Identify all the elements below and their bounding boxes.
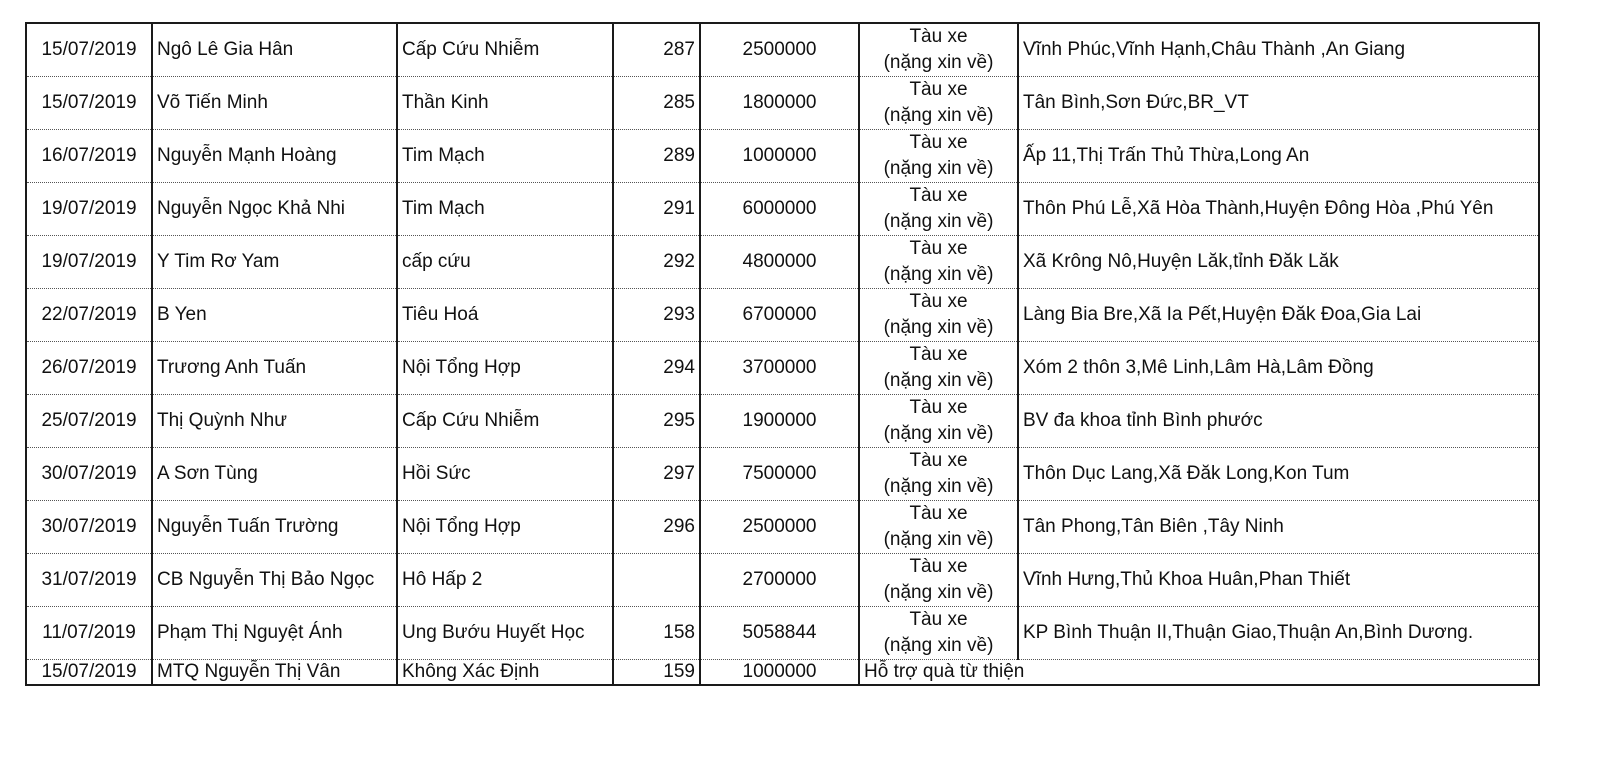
cell-name[interactable]: A Sơn Tùng bbox=[152, 448, 397, 501]
cell-date[interactable]: 15/07/2019 bbox=[26, 77, 152, 130]
cell-code[interactable]: 289 bbox=[613, 130, 700, 183]
cell-address[interactable]: BV đa khoa tỉnh Bình phước bbox=[1018, 395, 1539, 448]
support-line-2: (nặng xin về) bbox=[883, 529, 994, 550]
cell-address[interactable]: Ấp 11,Thị Trấn Thủ Thừa,Long An bbox=[1018, 130, 1539, 183]
support-line-1: Tàu xe bbox=[909, 609, 968, 630]
cell-department[interactable]: Ung Bướu Huyết Học bbox=[397, 607, 613, 660]
cell-support[interactable] bbox=[859, 77, 1018, 130]
support-line-1: Tàu xe bbox=[909, 26, 968, 47]
cell-name[interactable]: Y Tim Rơ Yam bbox=[152, 236, 397, 289]
table-row bbox=[26, 130, 1539, 183]
cell-date[interactable]: 16/07/2019 bbox=[26, 130, 152, 183]
cell-amount[interactable]: 7500000 bbox=[700, 448, 859, 501]
support-line-2: (nặng xin về) bbox=[883, 52, 994, 73]
cell-name[interactable]: Phạm Thị Nguyệt Ánh bbox=[152, 607, 397, 660]
cell-department[interactable]: Tim Mạch bbox=[397, 183, 613, 236]
cell-support[interactable] bbox=[859, 289, 1018, 342]
table-row bbox=[26, 501, 1539, 554]
cell-name[interactable]: Nguyễn Tuấn Trường bbox=[152, 501, 397, 554]
cell-code[interactable]: 296 bbox=[613, 501, 700, 554]
support-line-2: (nặng xin về) bbox=[883, 211, 994, 232]
cell-code[interactable]: 295 bbox=[613, 395, 700, 448]
cell-name[interactable]: Nguyễn Ngọc Khả Nhi bbox=[152, 183, 397, 236]
cell-department[interactable]: Hồi Sức bbox=[397, 448, 613, 501]
table-row bbox=[26, 448, 1539, 501]
cell-name[interactable]: Ngô Lê Gia Hân bbox=[152, 23, 397, 77]
cell-date[interactable]: 30/07/2019 bbox=[26, 448, 152, 501]
cell-support[interactable] bbox=[859, 236, 1018, 289]
support-line-2: (nặng xin về) bbox=[883, 582, 994, 603]
cell-code[interactable]: 159 bbox=[613, 660, 700, 686]
cell-department[interactable]: Nội Tổng Hợp bbox=[397, 501, 613, 554]
cell-code[interactable]: 287 bbox=[613, 23, 700, 77]
support-line-2: (nặng xin về) bbox=[883, 317, 994, 338]
cell-date[interactable]: 30/07/2019 bbox=[26, 501, 152, 554]
cell-support[interactable] bbox=[859, 23, 1018, 77]
table-row bbox=[26, 236, 1539, 289]
cell-code[interactable]: 294 bbox=[613, 342, 700, 395]
cell-address[interactable]: Xã Krông Nô,Huyện Lăk,tỉnh Đăk Lăk bbox=[1018, 236, 1539, 289]
cell-date[interactable]: 22/07/2019 bbox=[26, 289, 152, 342]
cell-address[interactable]: Vĩnh Phúc,Vĩnh Hạnh,Châu Thành ,An Giang bbox=[1018, 23, 1539, 77]
cell-amount[interactable]: 2700000 bbox=[700, 554, 859, 607]
cell-amount[interactable]: 4800000 bbox=[700, 236, 859, 289]
cell-department[interactable]: Tim Mạch bbox=[397, 130, 613, 183]
cell-date[interactable]: 26/07/2019 bbox=[26, 342, 152, 395]
support-line-2: (nặng xin về) bbox=[883, 423, 994, 444]
support-line-2: (nặng xin về) bbox=[883, 635, 994, 656]
cell-date[interactable]: 15/07/2019 bbox=[26, 23, 152, 77]
support-records-table bbox=[25, 22, 1540, 686]
cell-address[interactable]: Làng Bia Bre,Xã Ia Pết,Huyện Đăk Đoa,Gia Lai bbox=[1018, 289, 1539, 342]
cell-amount[interactable]: 6000000 bbox=[700, 183, 859, 236]
cell-amount[interactable]: 6700000 bbox=[700, 289, 859, 342]
cell-address[interactable]: KP Bình Thuận II,Thuận Giao,Thuận An,Bình Dương. bbox=[1018, 607, 1539, 660]
cell-department[interactable]: Cấp Cứu Nhiễm bbox=[397, 395, 613, 448]
cell-amount[interactable]: 1000000 bbox=[700, 130, 859, 183]
support-line-2: (nặng xin về) bbox=[883, 476, 994, 497]
table-row bbox=[26, 183, 1539, 236]
support-line-1: Tàu xe bbox=[909, 291, 968, 312]
table-row-last bbox=[26, 660, 1539, 686]
cell-support[interactable] bbox=[859, 395, 1018, 448]
cell-code[interactable]: 285 bbox=[613, 77, 700, 130]
cell-support[interactable] bbox=[859, 342, 1018, 395]
support-line-1: Tàu xe bbox=[909, 132, 968, 153]
cell-date[interactable]: 19/07/2019 bbox=[26, 236, 152, 289]
support-line-2: (nặng xin về) bbox=[883, 264, 994, 285]
cell-amount[interactable]: 3700000 bbox=[700, 342, 859, 395]
cell-support[interactable] bbox=[859, 448, 1018, 501]
cell-date[interactable]: 15/07/2019 bbox=[26, 660, 152, 686]
cell-code[interactable]: 291 bbox=[613, 183, 700, 236]
cell-amount[interactable]: 1900000 bbox=[700, 395, 859, 448]
cell-support[interactable] bbox=[859, 130, 1018, 183]
cell-support[interactable] bbox=[859, 183, 1018, 236]
support-line-2: (nặng xin về) bbox=[883, 370, 994, 391]
cell-department[interactable]: Nội Tổng Hợp bbox=[397, 342, 613, 395]
cell-address[interactable]: Thôn Phú Lễ,Xã Hòa Thành,Huyện Đông Hòa ,Phú Yên bbox=[1018, 183, 1539, 236]
table-body bbox=[26, 23, 1539, 685]
cell-code[interactable] bbox=[613, 554, 700, 607]
cell-amount[interactable]: 1800000 bbox=[700, 77, 859, 130]
cell-address[interactable]: Tân Phong,Tân Biên ,Tây Ninh bbox=[1018, 501, 1539, 554]
cell-address[interactable]: Tân Bình,Sơn Đức,BR_VT bbox=[1018, 77, 1539, 130]
cell-address[interactable]: Thôn Dục Lang,Xã Đăk Long,Kon Tum bbox=[1018, 448, 1539, 501]
cell-amount[interactable]: 2500000 bbox=[700, 501, 859, 554]
cell-name[interactable]: CB Nguyễn Thị Bảo Ngọc bbox=[152, 554, 397, 607]
cell-date[interactable]: 11/07/2019 bbox=[26, 607, 152, 660]
cell-amount[interactable]: 2500000 bbox=[700, 23, 859, 77]
support-line-2: (nặng xin về) bbox=[883, 105, 994, 126]
cell-support-note[interactable]: Hỗ trợ quà từ thiện bbox=[859, 660, 1539, 686]
cell-address[interactable]: Vĩnh Hưng,Thủ Khoa Huân,Phan Thiết bbox=[1018, 554, 1539, 607]
table-row bbox=[26, 395, 1539, 448]
cell-date[interactable]: 31/07/2019 bbox=[26, 554, 152, 607]
cell-date[interactable]: 25/07/2019 bbox=[26, 395, 152, 448]
support-line-1: Tàu xe bbox=[909, 397, 968, 418]
cell-name[interactable]: Võ Tiến Minh bbox=[152, 77, 397, 130]
table-row bbox=[26, 554, 1539, 607]
table-row bbox=[26, 342, 1539, 395]
cell-department[interactable]: Cấp Cứu Nhiễm bbox=[397, 23, 613, 77]
table-row bbox=[26, 23, 1539, 77]
support-line-2: (nặng xin về) bbox=[883, 158, 994, 179]
cell-name[interactable]: B Yen bbox=[152, 289, 397, 342]
cell-department[interactable]: Hô Hấp 2 bbox=[397, 554, 613, 607]
cell-code[interactable]: 292 bbox=[613, 236, 700, 289]
support-line-1: Tàu xe bbox=[909, 556, 968, 577]
cell-amount[interactable]: 5058844 bbox=[700, 607, 859, 660]
cell-department[interactable]: Tiêu Hoá bbox=[397, 289, 613, 342]
table-row bbox=[26, 77, 1539, 130]
table-row bbox=[26, 289, 1539, 342]
cell-support[interactable] bbox=[859, 501, 1018, 554]
support-line-1: Tàu xe bbox=[909, 503, 968, 524]
cell-code[interactable]: 297 bbox=[613, 448, 700, 501]
support-line-1: Tàu xe bbox=[909, 344, 968, 365]
support-line-1: Tàu xe bbox=[909, 450, 968, 471]
cell-name[interactable]: Thị Quỳnh Như bbox=[152, 395, 397, 448]
cell-support[interactable] bbox=[859, 607, 1018, 660]
cell-name[interactable]: Trương Anh Tuấn bbox=[152, 342, 397, 395]
cell-amount[interactable]: 1000000 bbox=[700, 660, 859, 686]
cell-name[interactable]: Nguyễn Mạnh Hoàng bbox=[152, 130, 397, 183]
cell-address[interactable]: Xóm 2 thôn 3,Mê Linh,Lâm Hà,Lâm Đồng bbox=[1018, 342, 1539, 395]
cell-name[interactable]: MTQ Nguyễn Thị Vân bbox=[152, 660, 397, 686]
cell-support[interactable] bbox=[859, 554, 1018, 607]
cell-department[interactable]: cấp cứu bbox=[397, 236, 613, 289]
table-row bbox=[26, 607, 1539, 660]
support-line-1: Tàu xe bbox=[909, 79, 968, 100]
cell-code[interactable]: 293 bbox=[613, 289, 700, 342]
spreadsheet bbox=[25, 22, 1538, 686]
cell-department[interactable]: Thần Kinh bbox=[397, 77, 613, 130]
support-line-1: Tàu xe bbox=[909, 185, 968, 206]
cell-department[interactable]: Không Xác Định bbox=[397, 660, 613, 686]
cell-code[interactable]: 158 bbox=[613, 607, 700, 660]
cell-date[interactable]: 19/07/2019 bbox=[26, 183, 152, 236]
support-line-1: Tàu xe bbox=[909, 238, 968, 259]
